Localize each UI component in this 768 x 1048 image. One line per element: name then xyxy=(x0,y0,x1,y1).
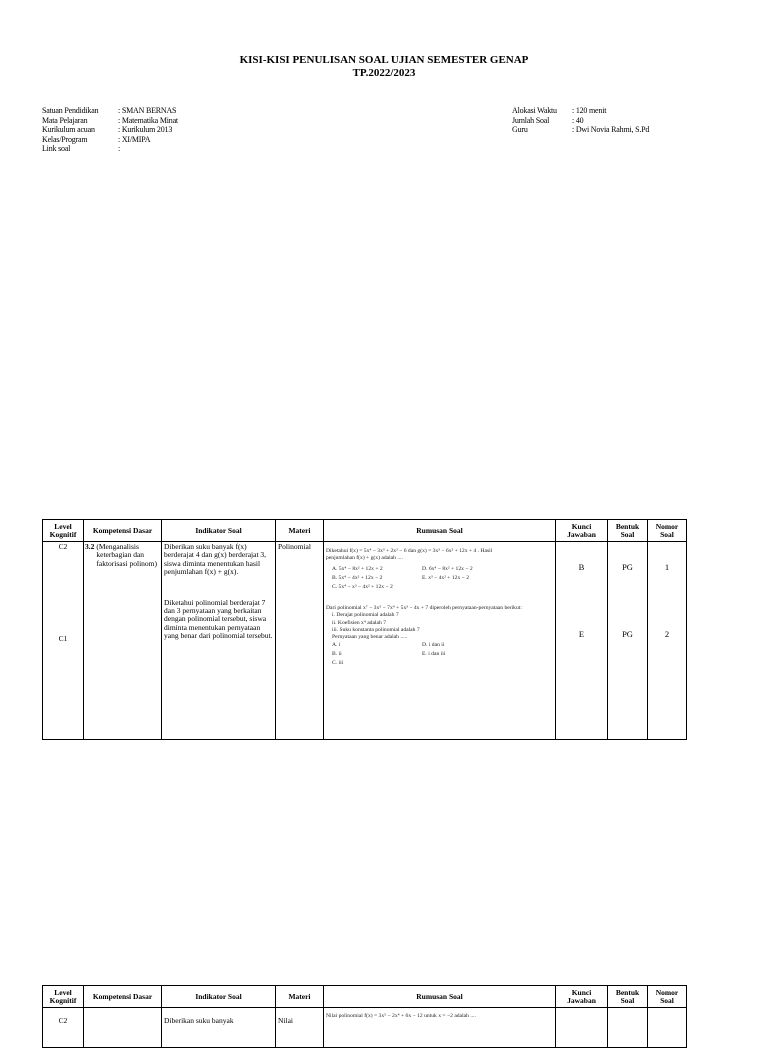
info-value: : XI/MIPA xyxy=(118,134,151,144)
kisi-kisi-table-2 xyxy=(42,985,687,1048)
question-prompt: Pernyataan yang benar adalah ..... xyxy=(332,634,408,641)
rumusan-cell xyxy=(324,542,556,740)
nomor-value: 2 xyxy=(664,629,670,640)
option-item: A. i xyxy=(332,641,341,648)
kunci-cell xyxy=(556,1008,608,1048)
option-item: B. ii xyxy=(332,650,342,657)
kd-cell xyxy=(84,1008,162,1048)
info-value: : SMAN BERNAS xyxy=(118,106,177,115)
question-2 xyxy=(326,605,553,669)
document-title-line1: KISI-KISI PENULISAN SOAL UJIAN SEMESTER GENAP xyxy=(239,54,529,66)
option-item: D. 6x⁴ − 8x² + 12x − 2 xyxy=(422,565,473,572)
info-label: Link soal xyxy=(42,144,71,153)
info-row xyxy=(42,125,178,135)
nomor-value: 1 xyxy=(664,562,670,572)
bentuk-value: PG xyxy=(622,562,633,572)
option-item: C. iii xyxy=(332,659,344,666)
rumusan-cell xyxy=(324,1008,556,1048)
info-left xyxy=(42,106,178,154)
info-label: Jumlah Soal xyxy=(512,115,550,125)
level-value: C1 xyxy=(58,634,68,644)
indikator-text: Diberikan suku banyak f(x) berderajat 4 dan g(x) berderajat 3, siswa diminta menentukan hasil penjumlahan f(x) + g(x). xyxy=(164,542,267,577)
indikator-text: Diberikan suku banyak xyxy=(164,1016,234,1025)
kisi-kisi-table xyxy=(42,519,687,740)
info-value: : Dwi Novia Rahmi, S.Pd xyxy=(572,125,650,134)
question-text: Dari polinomial x⁷ − 3x⁵ − 7x⁴ + 5x³ − 4x + 7 diperoleh pernyataan-pernyataan berikut: xyxy=(326,604,522,611)
level-cell xyxy=(43,1008,84,1048)
header-indikator: Indikator Soal xyxy=(162,986,276,1008)
question-text: penjumlahan f(x) + g(x) adalah .... xyxy=(326,555,403,562)
materi-value: Nilai xyxy=(278,1016,293,1025)
info-label: Satuan Pendidikan xyxy=(42,106,99,115)
bentuk-cell xyxy=(608,542,648,740)
document-title-line2: TP.2022/2023 xyxy=(352,67,416,79)
info-label: Mata Pelajaran xyxy=(42,115,88,125)
header-bentuk: Bentuk Soal xyxy=(608,986,648,1008)
info-value: : 120 menit xyxy=(572,106,607,115)
info-value: : xyxy=(118,144,121,153)
indikator-text: Diketahui polinomial berderajat 7 dan 3 pernyataan yang berkaitan dengan polinomial tersebut, siswa diminta menentukan pernyataan yang benar dari polinomial tersebut. xyxy=(164,597,273,641)
table-row xyxy=(43,542,687,740)
level-cell xyxy=(43,542,84,740)
indikator-cell xyxy=(162,542,276,740)
option-list xyxy=(332,566,553,593)
option-item: A. 5x⁴ − 8x² + 12x + 2 xyxy=(332,565,383,572)
header-rumusan: Rumusan Soal xyxy=(324,986,556,1008)
nomor-cell xyxy=(648,542,687,740)
header-level: Level Kognitif xyxy=(43,986,84,1008)
question-1 xyxy=(326,548,553,593)
option-item: B. 5x⁴ − 4x² + 12x − 2 xyxy=(332,574,383,581)
info-label: Kelas/Program xyxy=(42,134,88,144)
info-right xyxy=(512,106,649,135)
option-list xyxy=(332,642,553,669)
info-value: : Kurikulum 2013 xyxy=(118,125,173,134)
kd-number: 3.2 xyxy=(85,542,95,551)
info-row xyxy=(42,144,178,154)
info-row xyxy=(42,135,178,145)
header-nomor: Nomor Soal xyxy=(648,520,687,542)
table-header-row xyxy=(43,986,687,1008)
header-kunci: Kunci Jawaban xyxy=(556,986,608,1008)
info-row xyxy=(512,125,649,135)
question-text: Diketahui f(x) = 5x⁴ − 3x³ + 2x² − 6 dan g(x) = 3x³ − 6x² + 12x + 4 . Hasil xyxy=(326,548,493,554)
kunci-value: B xyxy=(578,562,585,572)
option-item: E. i dan iii xyxy=(422,650,446,657)
info-row xyxy=(42,106,178,116)
statement-item: i. Derajat polinomial adalah 7 xyxy=(332,612,399,619)
header-level: Level Kognitif xyxy=(43,520,84,542)
header-kd: Kompetensi Dasar xyxy=(84,986,162,1008)
option-item: C. 5x⁴ − x³ − 4x² + 12x − 2 xyxy=(332,583,393,590)
kunci-value: E xyxy=(578,629,585,640)
level-value: C2 xyxy=(58,542,68,551)
header-rumusan: Rumusan Soal xyxy=(324,520,556,542)
materi-cell: Polinomial xyxy=(276,542,324,740)
option-item: E. x³ − 4x² + 12x − 2 xyxy=(422,574,470,581)
table-header-row xyxy=(43,520,687,542)
level-value: C2 xyxy=(58,1016,68,1025)
nomor-cell xyxy=(648,1008,687,1048)
info-label: Alokasi Waktu xyxy=(512,106,557,115)
option-item: D. i dan ii xyxy=(422,641,445,648)
info-label: Guru xyxy=(512,125,528,134)
header-materi: Materi xyxy=(276,520,324,542)
info-value: : 40 xyxy=(572,115,584,125)
kunci-cell xyxy=(556,542,608,740)
header-kunci: Kunci Jawaban xyxy=(556,520,608,542)
header-indikator: Indikator Soal xyxy=(162,520,276,542)
bentuk-cell xyxy=(608,1008,648,1048)
header-bentuk: Bentuk Soal xyxy=(608,520,648,542)
table-row xyxy=(43,1008,687,1048)
info-row xyxy=(42,116,178,126)
indikator-cell xyxy=(162,1008,276,1048)
statement-item: iii. Suku konstanta polinomial adalah 7 xyxy=(332,627,420,634)
statement-item: ii. Koefisien x⁴ adalah 7 xyxy=(332,619,386,626)
info-row xyxy=(512,106,649,116)
question-text: Nilai polinomial f(x) = 3x⁵ − 2x⁴ + 6x − 12 untuk x = −2 adalah .... xyxy=(326,1013,476,1019)
materi-cell xyxy=(276,1008,324,1048)
info-value: : Matematika Minat xyxy=(118,115,178,125)
kd-cell xyxy=(84,542,162,740)
info-label: Kurikulum acuan xyxy=(42,125,95,134)
header-nomor: Nomor Soal xyxy=(648,986,687,1008)
bentuk-value: PG xyxy=(622,629,633,640)
header-kd: Kompetensi Dasar xyxy=(84,520,162,542)
info-row xyxy=(512,116,649,126)
kd-text: (Menganalisis keterbagian dan faktorisasi polinom) xyxy=(96,542,157,568)
header-materi: Materi xyxy=(276,986,324,1008)
